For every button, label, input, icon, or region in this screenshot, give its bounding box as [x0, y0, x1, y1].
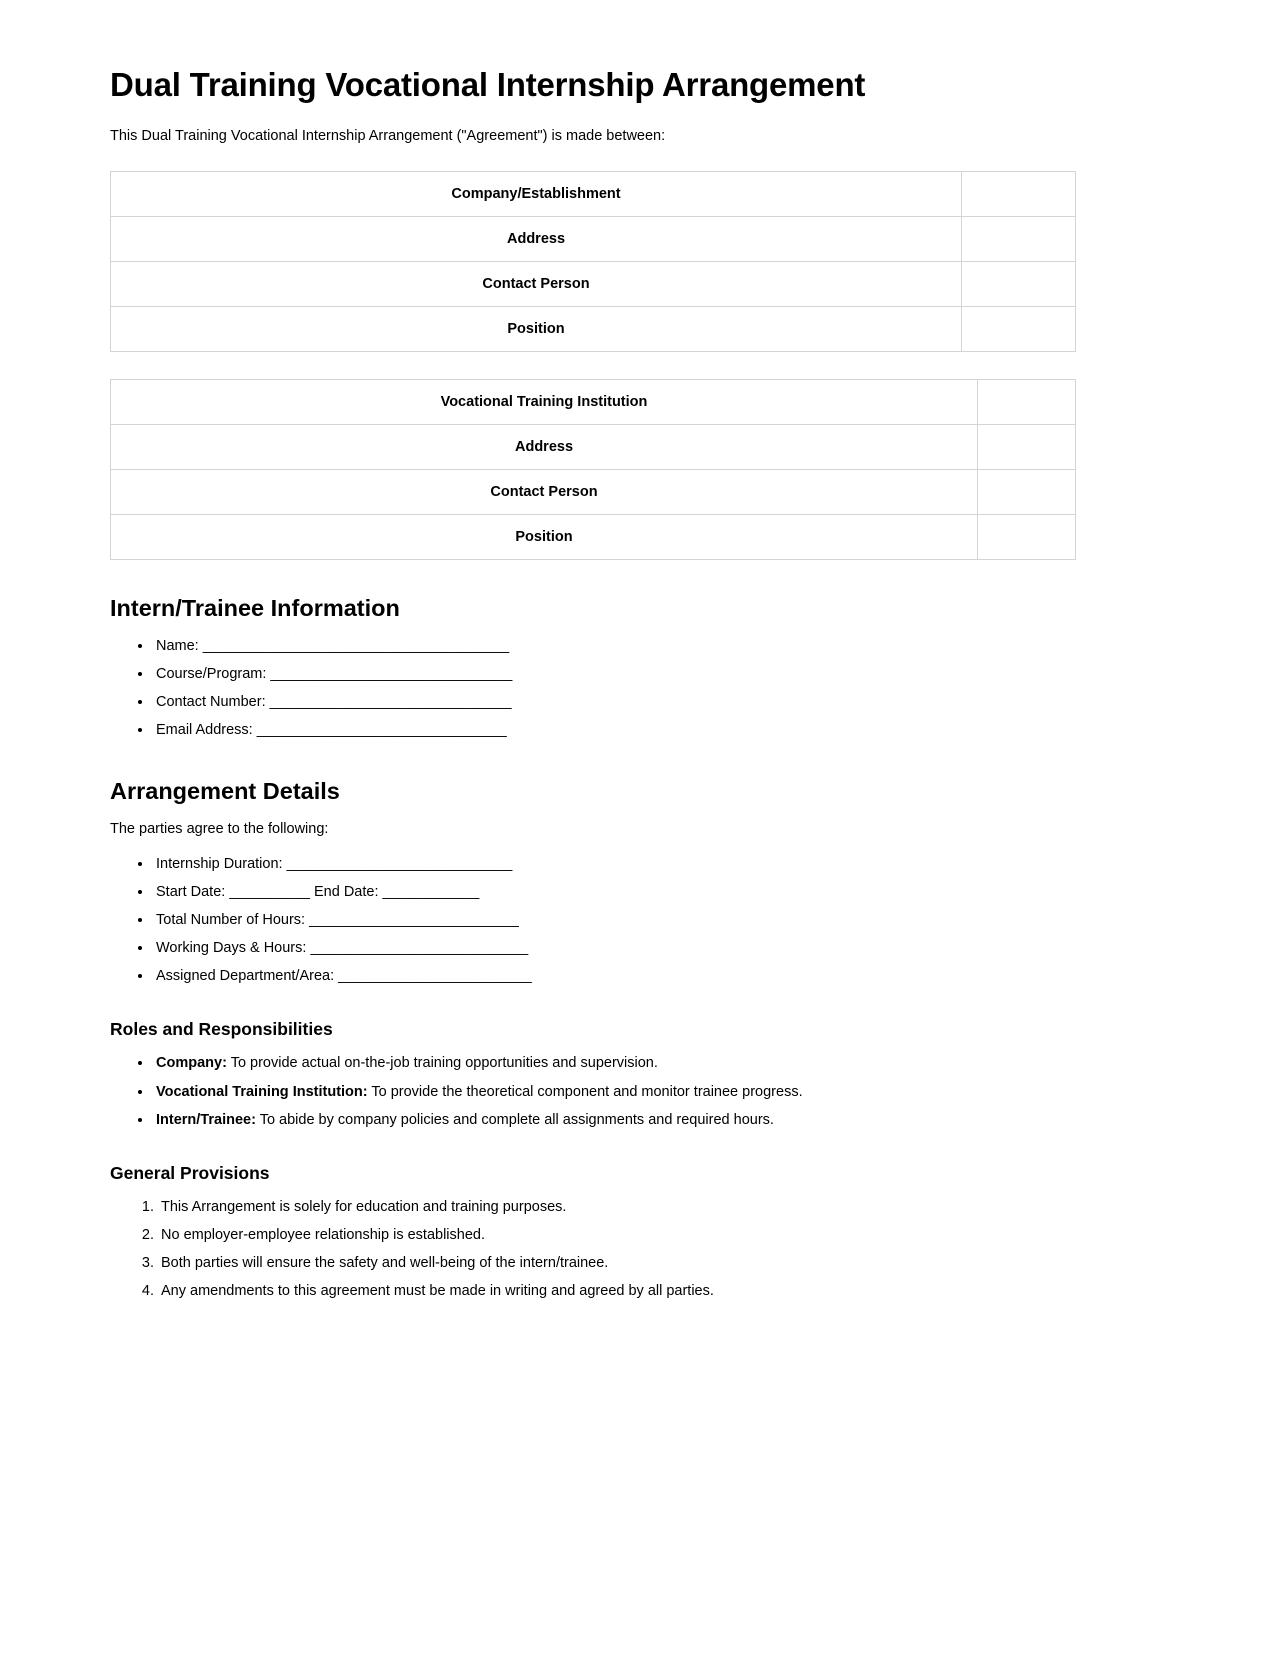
roles-responsibilities-list	[110, 1053, 1075, 1130]
intro-paragraph: This Dual Training Vocational Internship Arrangement ("Agreement") is made between:	[110, 127, 666, 144]
institution-value-cell[interactable]	[978, 379, 1076, 424]
arrangement-details-list	[110, 854, 1075, 987]
list-item: • Total Number of Hours: __________________________	[153, 910, 1075, 931]
table-row	[111, 514, 1076, 559]
list-item	[153, 1082, 1075, 1103]
list-item: 4. Any amendments to this agreement must be made in writing and agreed by all parties.	[158, 1281, 1075, 1302]
company-value-cell[interactable]	[962, 216, 1076, 261]
role-party-label: Company:	[156, 1055, 227, 1072]
institution-label-cell: Vocational Training Institution	[111, 379, 978, 424]
institution-label-cell: Contact Person	[111, 469, 978, 514]
role-description: To provide actual on-the-job training opportunities and supervision.	[230, 1055, 658, 1072]
list-item: • Working Days & Hours: ___________________________	[153, 938, 1075, 959]
list-item: • Course/Program: ______________________________	[153, 664, 1075, 685]
list-item: 3. Both parties will ensure the safety and well-being of the intern/trainee.	[158, 1253, 1075, 1274]
list-item: • Name: ______________________________________	[153, 636, 1075, 657]
roles-responsibilities-heading: Roles and Responsibilities	[110, 1019, 333, 1040]
company-label-cell: Address	[111, 216, 962, 261]
role-description: To abide by company policies and complete all assignments and required hours.	[259, 1111, 774, 1128]
role-party-label: Vocational Training Institution:	[156, 1083, 368, 1100]
institution-value-cell[interactable]	[978, 469, 1076, 514]
table-row	[111, 379, 1076, 424]
general-provisions-heading: General Provisions	[110, 1162, 270, 1183]
table-row	[111, 216, 1076, 261]
list-item: • Assigned Department/Area: ________________________	[153, 966, 1075, 987]
institution-label-cell: Position	[111, 514, 978, 559]
company-value-cell[interactable]	[962, 261, 1076, 306]
institution-party-table	[110, 379, 1076, 560]
role-party-label: Intern/Trainee:	[156, 1111, 256, 1128]
list-item: • Email Address: _______________________________	[153, 720, 1075, 741]
list-item: • Contact Number: ______________________________	[153, 692, 1075, 713]
list-item	[153, 1053, 1075, 1074]
role-description: To provide the theoretical component and monitor trainee progress.	[371, 1083, 803, 1100]
page-title: Dual Training Vocational Internship Arrangement	[110, 66, 866, 103]
arrangement-details-heading: Arrangement Details	[110, 778, 340, 805]
company-label-cell: Position	[111, 306, 962, 351]
table-row	[111, 171, 1076, 216]
table-row	[111, 424, 1076, 469]
table-row	[111, 306, 1076, 351]
company-value-cell[interactable]	[962, 171, 1076, 216]
intern-information-list	[110, 636, 1075, 741]
list-item: 1. This Arrangement is solely for education and training purposes.	[158, 1197, 1075, 1218]
arrangement-details-lead: The parties agree to the following:	[110, 821, 329, 838]
company-label-cell: Company/Establishment	[111, 171, 962, 216]
table-row	[111, 261, 1076, 306]
institution-table-body	[111, 379, 1076, 559]
company-label-cell: Contact Person	[111, 261, 962, 306]
institution-label-cell: Address	[111, 424, 978, 469]
company-party-table	[110, 171, 1076, 352]
intern-information-heading: Intern/Trainee Information	[110, 594, 400, 621]
list-item	[153, 1110, 1075, 1131]
company-table-body	[111, 171, 1076, 351]
company-value-cell[interactable]	[962, 306, 1076, 351]
list-item: • Start Date: __________ End Date: ____________	[153, 882, 1075, 903]
list-item: 2. No employer-employee relationship is established.	[158, 1225, 1075, 1246]
institution-value-cell[interactable]	[978, 424, 1076, 469]
table-row	[111, 469, 1076, 514]
general-provisions-list	[110, 1197, 1075, 1302]
institution-value-cell[interactable]	[978, 514, 1076, 559]
list-item: • Internship Duration: ____________________________	[153, 854, 1075, 875]
